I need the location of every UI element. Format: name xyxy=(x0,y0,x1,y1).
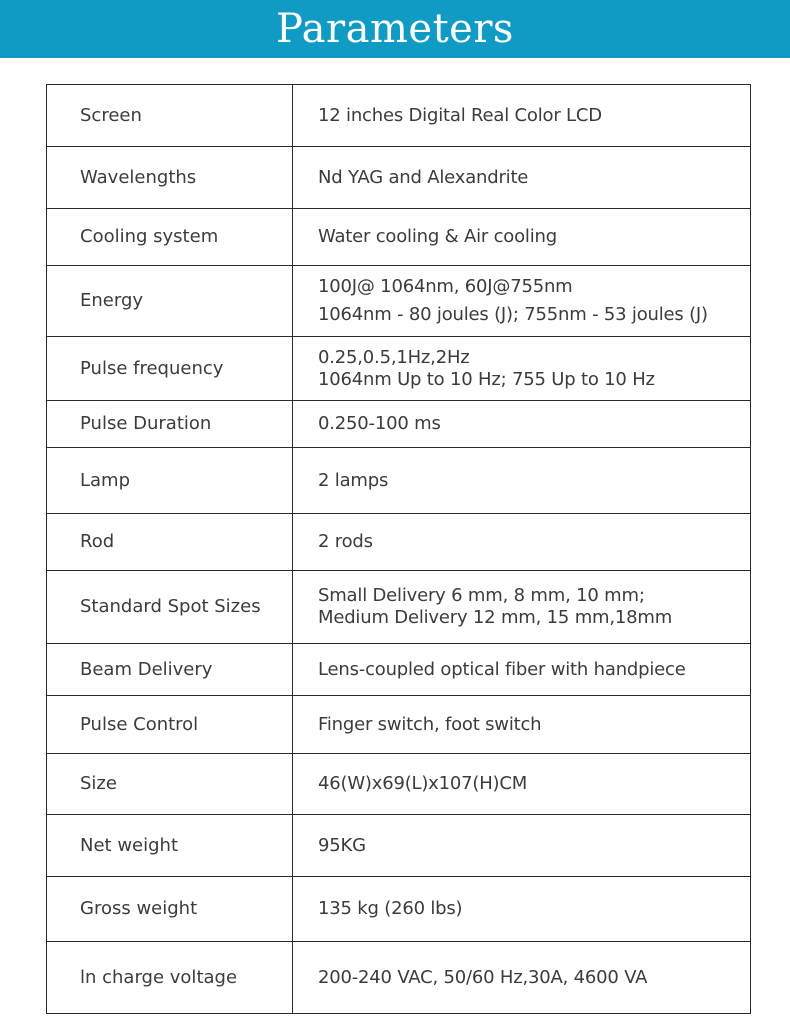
table-row xyxy=(47,815,751,877)
param-label: Wavelengths xyxy=(47,147,293,209)
table-row xyxy=(47,644,751,696)
param-label: Rod xyxy=(47,514,293,571)
param-value: 12 inches Digital Real Color LCD xyxy=(293,85,751,147)
table-row xyxy=(47,696,751,754)
param-value: 2 rods xyxy=(293,514,751,571)
param-value: 95KG xyxy=(293,815,751,877)
param-label: Lamp xyxy=(47,448,293,514)
table-row xyxy=(47,514,751,571)
param-value: 135 kg (260 lbs) xyxy=(293,877,751,942)
param-label: ln charge voltage xyxy=(47,942,293,1014)
param-label: Gross weight xyxy=(47,877,293,942)
table-row xyxy=(47,942,751,1014)
table-row xyxy=(47,266,751,337)
table-row xyxy=(47,448,751,514)
table-row xyxy=(47,877,751,942)
param-value: 100J@ 1064nm, 60J@755nm 1064nm - 80 joules (J); 755nm - 53 joules (J) xyxy=(293,266,751,337)
param-value: Lens-coupled optical fiber with handpiece xyxy=(293,644,751,696)
param-label: Net weight xyxy=(47,815,293,877)
param-value: 46(W)x69(L)x107(H)CM xyxy=(293,754,751,815)
param-label: Pulse Control xyxy=(47,696,293,754)
param-value: 0.25,0.5,1Hz,2Hz 1064nm Up to 10 Hz; 755 Up to 10 Hz xyxy=(293,337,751,401)
param-label: Size xyxy=(47,754,293,815)
table-row xyxy=(47,209,751,266)
param-value: Finger switch, foot switch xyxy=(293,696,751,754)
page-title: Parameters xyxy=(276,6,514,52)
table-row xyxy=(47,401,751,448)
param-label: Pulse Duration xyxy=(47,401,293,448)
param-value: Small Delivery 6 mm, 8 mm, 10 mm; Medium Delivery 12 mm, 15 mm,18mm xyxy=(293,571,751,644)
table-row xyxy=(47,85,751,147)
table-row xyxy=(47,754,751,815)
param-label: Screen xyxy=(47,85,293,147)
param-value: 200-240 VAC, 50/60 Hz,30A, 4600 VA xyxy=(293,942,751,1014)
param-value: 2 lamps xyxy=(293,448,751,514)
parameters-table xyxy=(46,84,751,1014)
param-label: Beam Delivery xyxy=(47,644,293,696)
table-row xyxy=(47,147,751,209)
param-value: 0.250-100 ms xyxy=(293,401,751,448)
param-label: Pulse frequency xyxy=(47,337,293,401)
param-value: Water cooling & Air cooling xyxy=(293,209,751,266)
header-banner xyxy=(0,0,790,58)
table-row xyxy=(47,571,751,644)
param-label: Energy xyxy=(47,266,293,337)
param-label: Cooling system xyxy=(47,209,293,266)
param-value: Nd YAG and Alexandrite xyxy=(293,147,751,209)
table-row xyxy=(47,337,751,401)
param-label: Standard Spot Sizes xyxy=(47,571,293,644)
